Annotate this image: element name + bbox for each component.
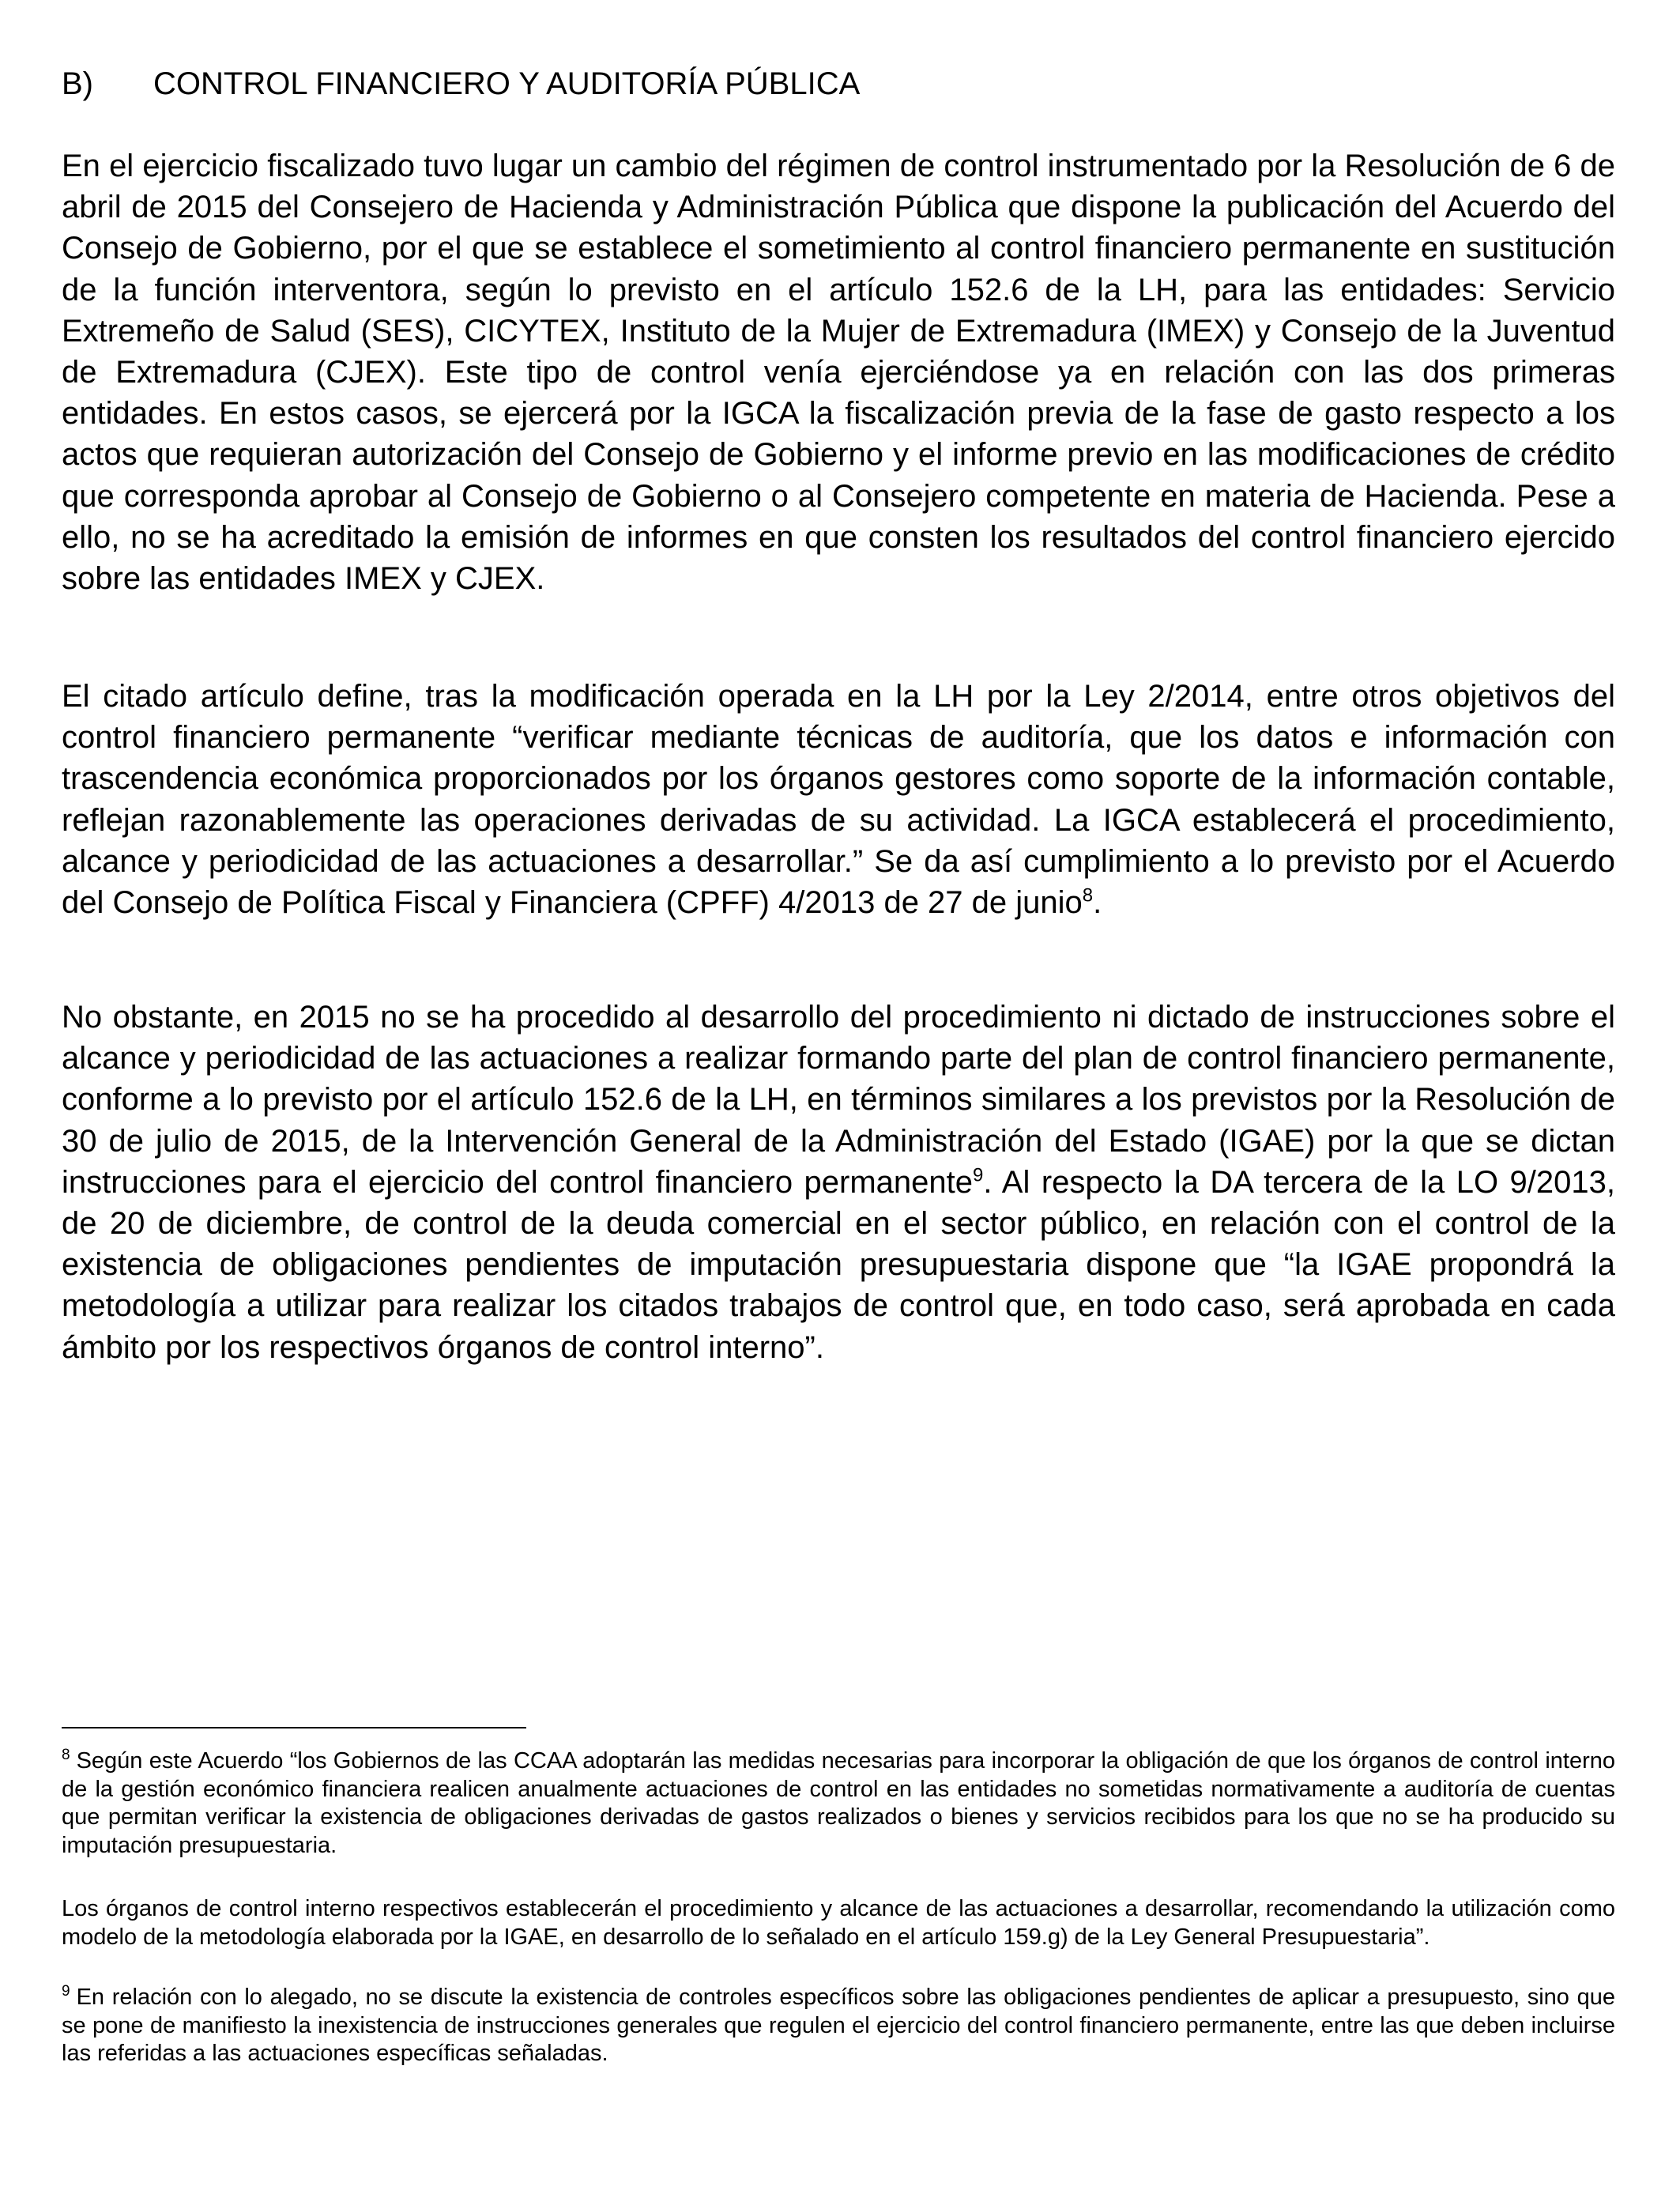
footnote-separator xyxy=(62,1727,526,1728)
document-page xyxy=(62,0,1615,2194)
paragraph-3 xyxy=(62,997,1615,1368)
section-heading xyxy=(62,63,860,104)
paragraph-3-text-b: . Al respecto la DA tercera de la LO 9/2013, de 20 de diciembre, de control de la deuda comercial en el sector público, en relación con el control de la existencia de obligaciones pendientes de imputación presupuestaria dispone que “la IGAE propondrá la metodología a utilizar para realizar los citados trabajos de control que, en todo caso, será aprobada en cada ámbito por los respectivos órganos de control interno”. xyxy=(62,1164,1615,1365)
paragraph-2-text: El citado artículo define, tras la modificación operada en la LH por la Ley 2/2014, entre otros objetivos del control financiero permanente “verificar mediante técnicas de auditoría, que los datos e información con trascendencia económica proporcionados por los órganos gestores como soporte de la información contable, reflejan razonablemente las operaciones derivadas de su actividad. La IGCA establecerá el procedimiento, alcance y periodicidad de las actuaciones a desarrollar.” Se da así cumplimiento a lo previsto por el Acuerdo del Consejo de Política Fiscal y Financiera (CPFF) 4/2013 de 27 de junio xyxy=(62,679,1615,921)
footnote-9 xyxy=(62,1984,1615,2068)
footnote-8-text-2: Los órganos de control interno respectivos establecerán el procedimiento y alcance de las actuaciones a desarrollar, recomendando la utilización como modelo de la metodología elaborada por la IGAE, en desarrollo de lo señalado en el artículo 159.g) de la Ley General Presupuestaria”. xyxy=(62,1896,1615,1950)
footnote-ref-8[interactable]: 8 xyxy=(1082,884,1094,907)
footnote-9-mark: 9 xyxy=(62,1983,70,2000)
footnote-9-text: En relación con lo alegado, no se discute la existencia de controles específicos sobre las obligaciones pendientes de aplicar a presupuesto, sino que se pone de manifiesto la inexistencia de instrucciones generales que regulen el ejercicio del control financiero permanente, entre las que deben incluirse las referidas a las actuaciones específicas señaladas. xyxy=(62,1985,1615,2067)
footnote-8-text: Según este Acuerdo “los Gobiernos de las CCAA adoptarán las medidas necesarias para incorporar la obligación de que los órganos de control interno de la gestión económico financiera realicen anualmente actuaciones de control en las entidades no sometidas normativamente a auditoría de cuentas que permitan verificar la existencia de obligaciones derivadas de gastos realizados o bienes y servicios recibidos para los que no se ha producido su imputación presupuestaria. xyxy=(62,1748,1615,1858)
footnote-8 xyxy=(62,1747,1615,1860)
footnote-8-continuation xyxy=(62,1895,1615,1951)
section-title: CONTROL FINANCIERO Y AUDITORÍA PÚBLICA xyxy=(153,66,861,101)
paragraph-1 xyxy=(62,145,1615,599)
paragraph-2 xyxy=(62,676,1615,923)
footnote-ref-9[interactable]: 9 xyxy=(973,1164,984,1186)
paragraph-2-end: . xyxy=(1093,885,1102,921)
section-letter: B) xyxy=(62,66,93,101)
paragraph-1-text: En el ejercicio fiscalizado tuvo lugar un cambio del régimen de control instrumentado por la Resolución de 6 de abril de 2015 del Consejero de Hacienda y Administración Pública que dispone la publicación del Acuerdo del Consejo de Gobierno, por el que se establece el sometimiento al control financiero permanente en sustitución de la función interventora, según lo previsto en el artículo 152.6 de la LH, para las entidades: Servicio Extremeño de Salud (SES), CICYTEX, Instituto de la Mujer de Extremadura (IMEX) y Consejo de la Juventud de Extremadura (CJEX). Este tipo de control venía ejerciéndose ya en relación con las dos primeras entidades. En estos casos, se ejercerá por la IGCA la fiscalización previa de la fase de gasto respecto a los actos que requieran autorización del Consejo de Gobierno y el informe previo en las modificaciones de crédito que corresponda aprobar al Consejo de Gobierno o al Consejero competente en materia de Hacienda. Pese a ello, no se ha acreditado la emisión de informes en que consten los resultados del control financiero ejercido sobre las entidades IMEX y CJEX. xyxy=(62,149,1615,597)
footnote-8-mark: 8 xyxy=(62,1747,70,1764)
paragraph-3-text-a: No obstante, en 2015 no se ha procedido al desarrollo del procedimiento ni dictado de instrucciones sobre el alcance y periodicidad de las actuaciones a realizar formando parte del plan de control financiero permanente, conforme a lo previsto por el artículo 152.6 de la LH, en términos similares a los previstos por la Resolución de 30 de julio de 2015, de la Intervención General de la Administración del Estado (IGAE) por la que se dictan instrucciones para el ejercicio del control financiero permanente xyxy=(62,1000,1615,1200)
